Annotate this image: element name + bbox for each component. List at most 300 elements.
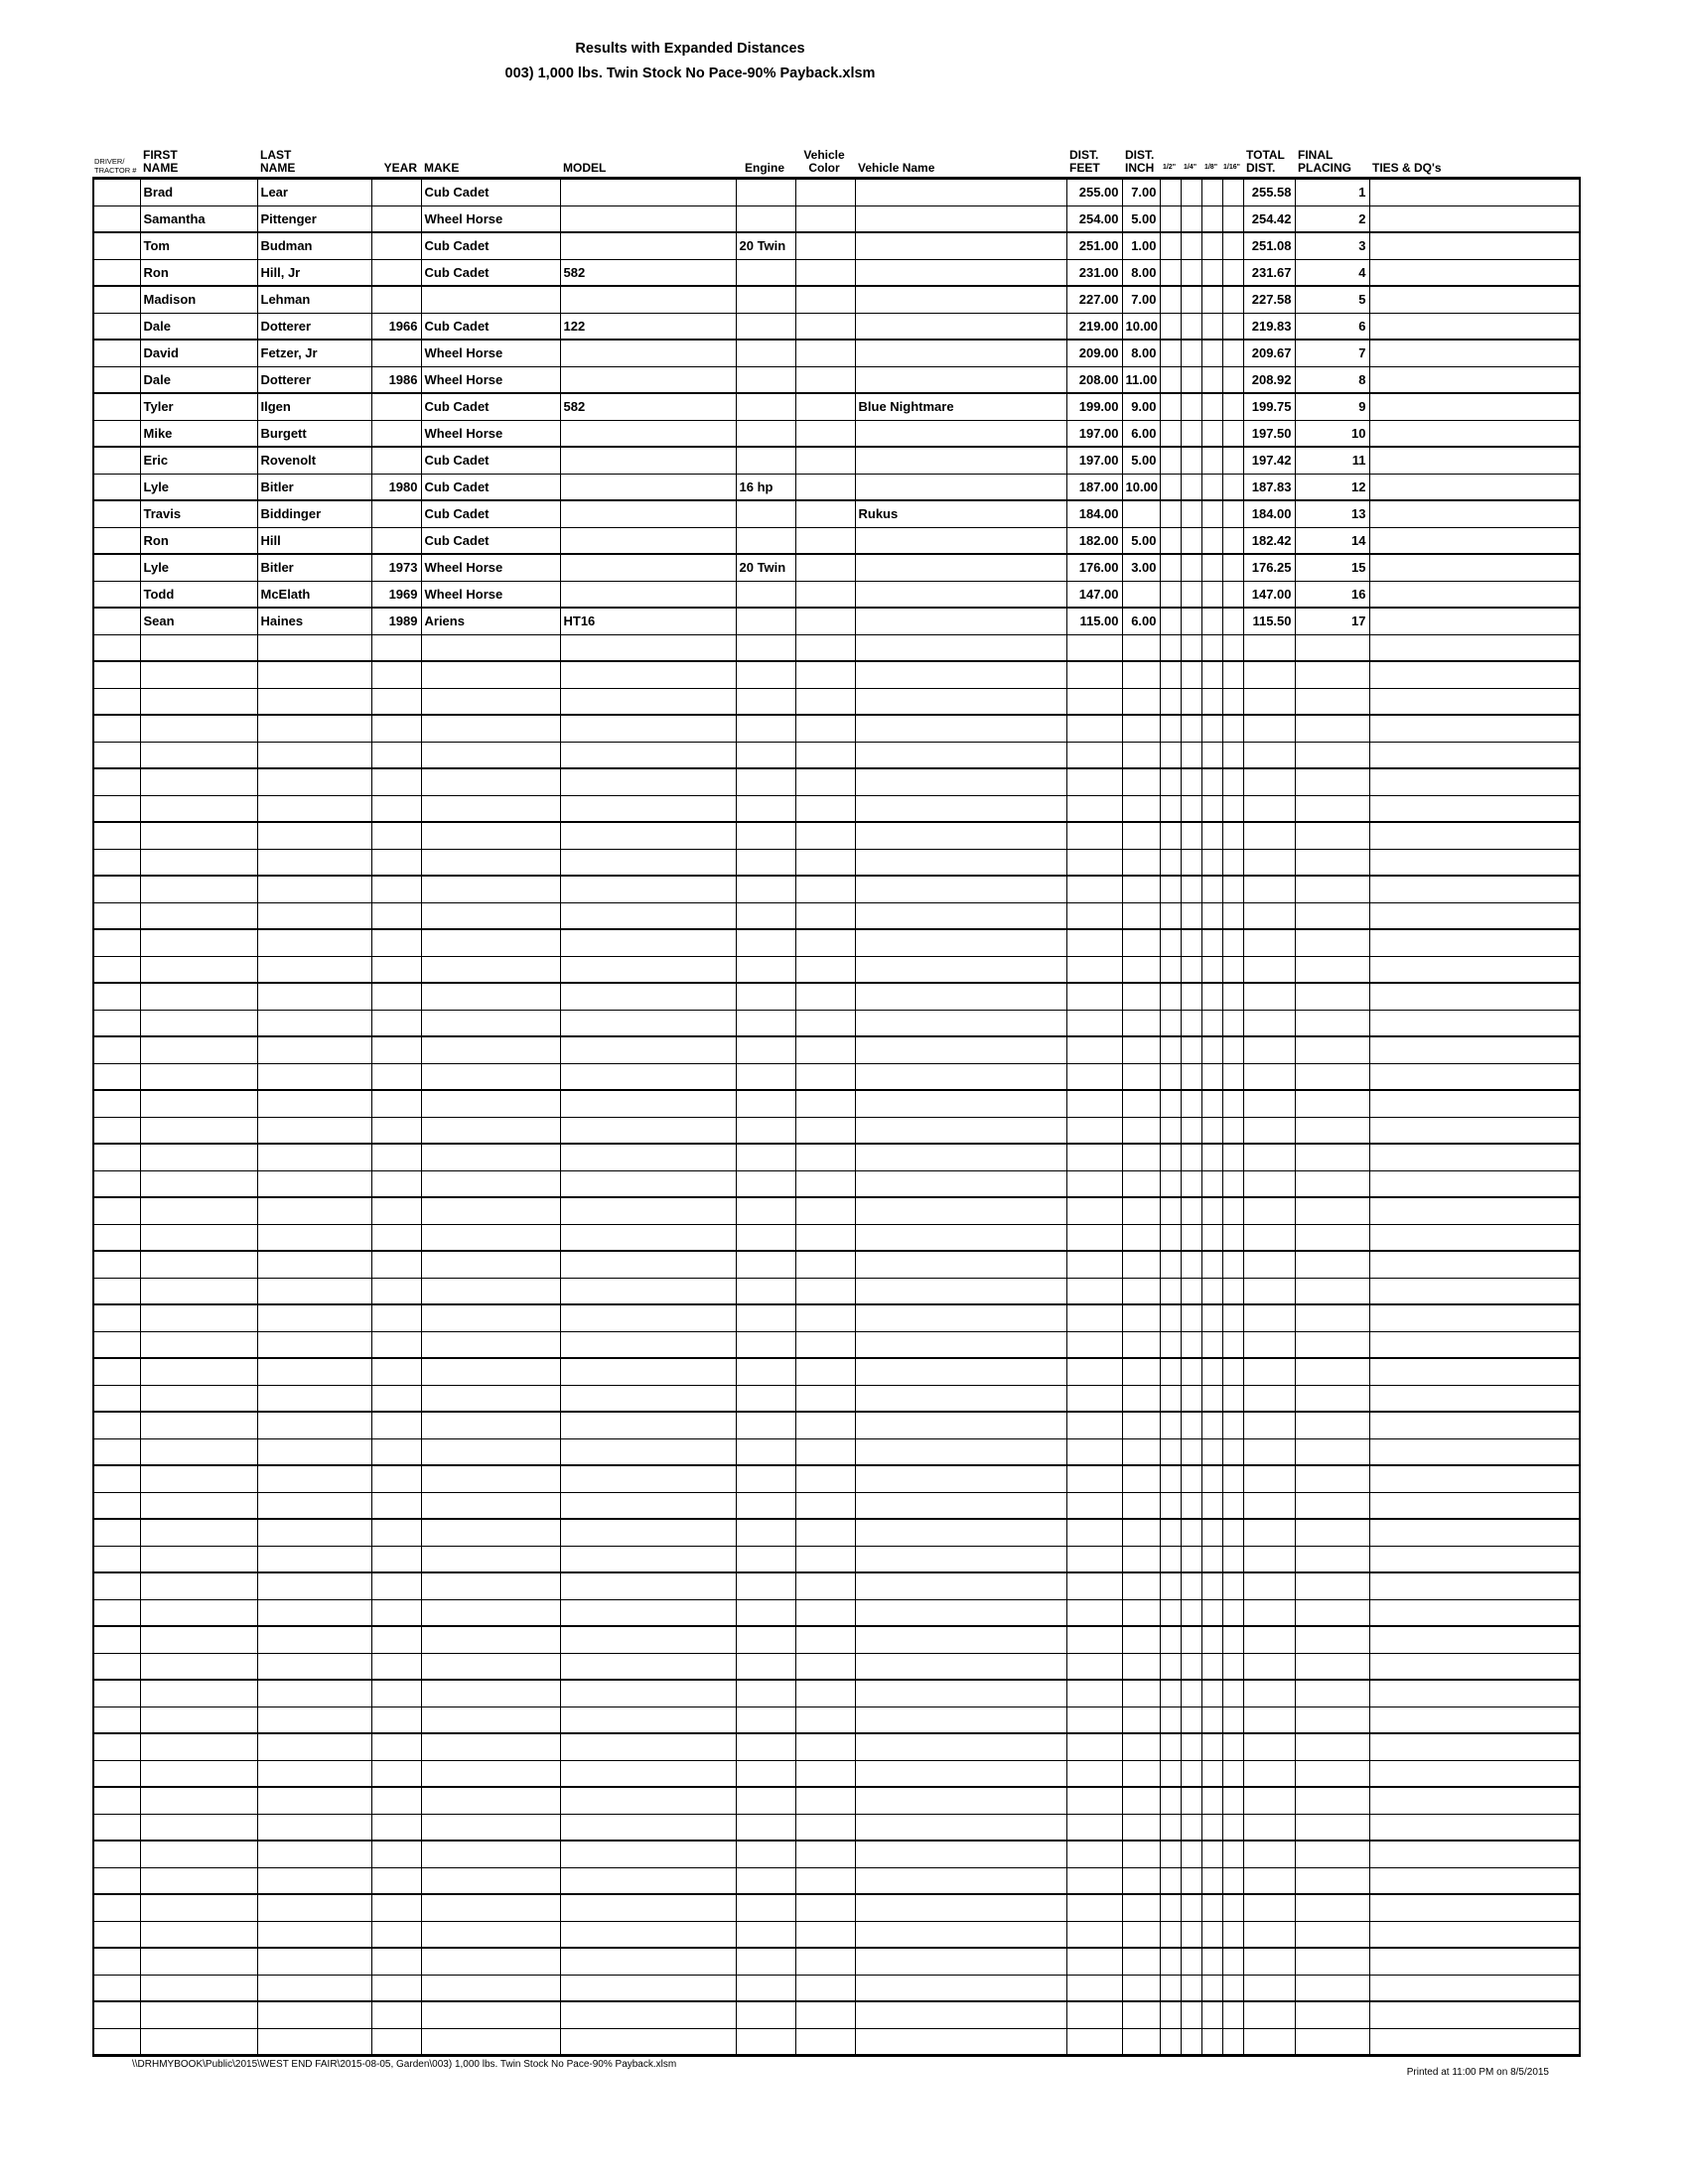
cell-last-name — [257, 1519, 371, 1546]
cell-sixteenth-inch — [1222, 1251, 1243, 1278]
cell-model — [560, 1546, 736, 1572]
cell-vehicle-color — [795, 795, 855, 822]
cell-total-dist: 115.50 — [1243, 608, 1295, 634]
cell-quarter-inch — [1181, 1438, 1201, 1465]
cell-dist-inch — [1122, 500, 1160, 527]
cell-eighth-inch — [1201, 1224, 1222, 1251]
cell-final-placing — [1295, 1519, 1369, 1546]
cell-final-placing — [1295, 1921, 1369, 1948]
cell-vehicle-color — [795, 1626, 855, 1653]
cell-engine — [736, 1385, 795, 1412]
cell-quarter-inch — [1181, 340, 1201, 366]
table-row — [93, 876, 1580, 902]
table-row — [93, 1894, 1580, 1921]
cell-sixteenth-inch — [1222, 1680, 1243, 1706]
cell-dist-feet — [1066, 1385, 1122, 1412]
cell-year — [371, 1304, 421, 1331]
cell-driver-tractor-number — [93, 1706, 140, 1733]
cell-make — [421, 634, 560, 661]
cell-dist-feet — [1066, 1787, 1122, 1814]
cell-engine — [736, 1412, 795, 1438]
cell-driver-tractor-number — [93, 2001, 140, 2028]
cell-ties-dqs — [1369, 2028, 1580, 2056]
cell-last-name — [257, 983, 371, 1010]
cell-sixteenth-inch — [1222, 1599, 1243, 1626]
cell-make — [421, 1599, 560, 1626]
cell-engine — [736, 742, 795, 768]
cell-driver-tractor-number — [93, 1412, 140, 1438]
cell-dist-inch — [1122, 1841, 1160, 1867]
cell-first-name — [140, 1894, 257, 1921]
cell-sixteenth-inch — [1222, 1358, 1243, 1385]
cell-vehicle-name — [855, 1680, 1066, 1706]
cell-first-name: Madison — [140, 286, 257, 313]
cell-year — [371, 1841, 421, 1867]
cell-eighth-inch — [1201, 1197, 1222, 1224]
cell-total-dist: 254.42 — [1243, 205, 1295, 232]
cell-quarter-inch — [1181, 768, 1201, 795]
cell-first-name — [140, 1492, 257, 1519]
cell-vehicle-color — [795, 849, 855, 876]
table-row — [93, 902, 1580, 929]
cell-make: Wheel Horse — [421, 420, 560, 447]
cell-eighth-inch — [1201, 1251, 1222, 1278]
cell-sixteenth-inch — [1222, 366, 1243, 393]
cell-half-inch — [1160, 1385, 1181, 1412]
cell-dist-feet — [1066, 1626, 1122, 1653]
cell-vehicle-color — [795, 447, 855, 474]
cell-driver-tractor-number — [93, 1680, 140, 1706]
table-row — [93, 393, 1580, 420]
cell-last-name: McElath — [257, 581, 371, 608]
cell-final-placing — [1295, 876, 1369, 902]
cell-quarter-inch — [1181, 1224, 1201, 1251]
cell-model — [560, 2001, 736, 2028]
cell-quarter-inch — [1181, 554, 1201, 581]
cell-total-dist — [1243, 1599, 1295, 1626]
cell-last-name — [257, 661, 371, 688]
cell-half-inch — [1160, 1599, 1181, 1626]
cell-quarter-inch — [1181, 1251, 1201, 1278]
cell-first-name — [140, 1626, 257, 1653]
cell-first-name: David — [140, 340, 257, 366]
cell-vehicle-name — [855, 768, 1066, 795]
cell-dist-feet — [1066, 1948, 1122, 1975]
cell-eighth-inch — [1201, 1278, 1222, 1304]
cell-driver-tractor-number — [93, 1197, 140, 1224]
cell-dist-feet — [1066, 1412, 1122, 1438]
cell-year — [371, 1572, 421, 1599]
cell-year — [371, 1251, 421, 1278]
cell-half-inch — [1160, 1867, 1181, 1894]
cell-make: Wheel Horse — [421, 581, 560, 608]
cell-ties-dqs — [1369, 179, 1580, 206]
cell-dist-inch: 6.00 — [1122, 420, 1160, 447]
cell-dist-inch — [1122, 742, 1160, 768]
cell-engine — [736, 1197, 795, 1224]
cell-last-name — [257, 715, 371, 742]
cell-quarter-inch — [1181, 205, 1201, 232]
cell-vehicle-color — [795, 366, 855, 393]
cell-sixteenth-inch — [1222, 393, 1243, 420]
cell-vehicle-color — [795, 1358, 855, 1385]
cell-year — [371, 2028, 421, 2056]
cell-dist-inch — [1122, 1278, 1160, 1304]
cell-engine — [736, 1358, 795, 1385]
cell-engine — [736, 1680, 795, 1706]
cell-sixteenth-inch — [1222, 1492, 1243, 1519]
cell-dist-feet — [1066, 795, 1122, 822]
cell-first-name — [140, 688, 257, 715]
cell-last-name — [257, 1706, 371, 1733]
cell-half-inch — [1160, 1680, 1181, 1706]
cell-last-name — [257, 742, 371, 768]
cell-last-name: Hill — [257, 527, 371, 554]
cell-final-placing: 4 — [1295, 259, 1369, 286]
cell-make — [421, 1975, 560, 2001]
cell-ties-dqs — [1369, 1090, 1580, 1117]
cell-last-name — [257, 1948, 371, 1975]
cell-eighth-inch — [1201, 1599, 1222, 1626]
cell-half-inch — [1160, 393, 1181, 420]
cell-engine — [736, 795, 795, 822]
cell-model — [560, 956, 736, 983]
table-row — [93, 1224, 1580, 1251]
cell-driver-tractor-number — [93, 795, 140, 822]
cell-dist-inch — [1122, 1304, 1160, 1331]
cell-quarter-inch — [1181, 1546, 1201, 1572]
cell-total-dist: 199.75 — [1243, 393, 1295, 420]
cell-vehicle-color — [795, 554, 855, 581]
cell-final-placing — [1295, 1117, 1369, 1144]
cell-year: 1989 — [371, 608, 421, 634]
cell-half-inch — [1160, 1358, 1181, 1385]
table-row — [93, 1760, 1580, 1787]
cell-year — [371, 420, 421, 447]
cell-sixteenth-inch — [1222, 608, 1243, 634]
results-table — [92, 133, 1579, 2057]
cell-half-inch — [1160, 1144, 1181, 1170]
cell-ties-dqs — [1369, 232, 1580, 259]
cell-quarter-inch — [1181, 742, 1201, 768]
cell-half-inch — [1160, 1546, 1181, 1572]
cell-vehicle-color — [795, 929, 855, 956]
cell-dist-feet — [1066, 1197, 1122, 1224]
cell-make: Cub Cadet — [421, 232, 560, 259]
cell-final-placing — [1295, 849, 1369, 876]
cell-make — [421, 1197, 560, 1224]
cell-dist-feet: 199.00 — [1066, 393, 1122, 420]
cell-last-name: Bitler — [257, 474, 371, 500]
cell-vehicle-name — [855, 1814, 1066, 1841]
cell-eighth-inch — [1201, 1010, 1222, 1036]
cell-final-placing — [1295, 1170, 1369, 1197]
cell-last-name: Rovenolt — [257, 447, 371, 474]
cell-model — [560, 822, 736, 849]
cell-sixteenth-inch — [1222, 1036, 1243, 1063]
cell-make — [421, 661, 560, 688]
cell-dist-feet: 231.00 — [1066, 259, 1122, 286]
cell-make — [421, 1036, 560, 1063]
cell-quarter-inch — [1181, 500, 1201, 527]
cell-first-name: Todd — [140, 581, 257, 608]
cell-sixteenth-inch — [1222, 1224, 1243, 1251]
cell-quarter-inch — [1181, 715, 1201, 742]
cell-ties-dqs — [1369, 1170, 1580, 1197]
cell-final-placing — [1295, 1036, 1369, 1063]
cell-sixteenth-inch — [1222, 232, 1243, 259]
cell-sixteenth-inch — [1222, 849, 1243, 876]
cell-driver-tractor-number — [93, 956, 140, 983]
cell-driver-tractor-number — [93, 1787, 140, 1814]
cell-total-dist — [1243, 822, 1295, 849]
cell-vehicle-color — [795, 420, 855, 447]
cell-make: Cub Cadet — [421, 393, 560, 420]
cell-half-inch — [1160, 634, 1181, 661]
cell-sixteenth-inch — [1222, 1063, 1243, 1090]
cell-eighth-inch — [1201, 1814, 1222, 1841]
cell-year — [371, 1385, 421, 1412]
cell-first-name — [140, 1144, 257, 1170]
cell-dist-feet — [1066, 1546, 1122, 1572]
cell-year — [371, 259, 421, 286]
cell-driver-tractor-number — [93, 715, 140, 742]
cell-half-inch — [1160, 688, 1181, 715]
cell-half-inch — [1160, 340, 1181, 366]
table-row — [93, 527, 1580, 554]
cell-ties-dqs — [1369, 634, 1580, 661]
table-row — [93, 1063, 1580, 1090]
cell-vehicle-color — [795, 1599, 855, 1626]
cell-eighth-inch — [1201, 1948, 1222, 1975]
cell-engine — [736, 1841, 795, 1867]
cell-ties-dqs — [1369, 1519, 1580, 1546]
cell-driver-tractor-number — [93, 1814, 140, 1841]
cell-sixteenth-inch — [1222, 286, 1243, 313]
cell-year — [371, 1921, 421, 1948]
cell-dist-inch — [1122, 1948, 1160, 1975]
cell-final-placing — [1295, 1358, 1369, 1385]
table-row — [93, 1117, 1580, 1144]
cell-quarter-inch — [1181, 1385, 1201, 1412]
cell-total-dist — [1243, 688, 1295, 715]
cell-dist-inch — [1122, 1921, 1160, 1948]
cell-last-name — [257, 1090, 371, 1117]
cell-sixteenth-inch — [1222, 1948, 1243, 1975]
page-subtitle: 003) 1,000 lbs. Twin Stock No Pace-90% Payback.xlsm — [504, 65, 876, 81]
cell-first-name — [140, 1572, 257, 1599]
cell-year — [371, 1653, 421, 1680]
cell-total-dist — [1243, 1331, 1295, 1358]
cell-dist-feet: 176.00 — [1066, 554, 1122, 581]
header-driver-tractor: DRIVER/ TRACTOR # — [94, 157, 137, 175]
cell-sixteenth-inch — [1222, 1197, 1243, 1224]
cell-ties-dqs — [1369, 1278, 1580, 1304]
table-row — [93, 554, 1580, 581]
cell-half-inch — [1160, 983, 1181, 1010]
cell-year — [371, 956, 421, 983]
cell-dist-feet — [1066, 1331, 1122, 1358]
cell-vehicle-name — [855, 1894, 1066, 1921]
cell-quarter-inch — [1181, 447, 1201, 474]
table-row — [93, 1090, 1580, 1117]
table-row — [93, 1412, 1580, 1438]
cell-ties-dqs — [1369, 1680, 1580, 1706]
cell-total-dist: 231.67 — [1243, 259, 1295, 286]
cell-final-placing — [1295, 661, 1369, 688]
cell-year — [371, 688, 421, 715]
cell-ties-dqs — [1369, 1063, 1580, 1090]
cell-final-placing — [1295, 1412, 1369, 1438]
cell-year — [371, 1760, 421, 1787]
cell-dist-inch — [1122, 1546, 1160, 1572]
cell-vehicle-color — [795, 500, 855, 527]
cell-driver-tractor-number — [93, 554, 140, 581]
cell-eighth-inch — [1201, 795, 1222, 822]
cell-eighth-inch — [1201, 1546, 1222, 1572]
cell-final-placing: 12 — [1295, 474, 1369, 500]
cell-vehicle-name — [855, 1787, 1066, 1814]
cell-eighth-inch — [1201, 1063, 1222, 1090]
cell-last-name — [257, 849, 371, 876]
cell-vehicle-name — [855, 1975, 1066, 2001]
cell-vehicle-name — [855, 1465, 1066, 1492]
cell-dist-inch — [1122, 822, 1160, 849]
cell-quarter-inch — [1181, 2001, 1201, 2028]
cell-dist-feet: 115.00 — [1066, 608, 1122, 634]
cell-first-name: Dale — [140, 366, 257, 393]
cell-driver-tractor-number — [93, 179, 140, 206]
cell-quarter-inch — [1181, 259, 1201, 286]
cell-last-name: Pittenger — [257, 205, 371, 232]
cell-dist-feet — [1066, 661, 1122, 688]
table-row — [93, 2028, 1580, 2056]
cell-dist-feet — [1066, 929, 1122, 956]
cell-driver-tractor-number — [93, 1626, 140, 1653]
cell-quarter-inch — [1181, 1144, 1201, 1170]
cell-year — [371, 634, 421, 661]
cell-ties-dqs — [1369, 366, 1580, 393]
cell-last-name — [257, 1680, 371, 1706]
cell-final-placing: 2 — [1295, 205, 1369, 232]
table-row — [93, 1975, 1580, 2001]
cell-eighth-inch — [1201, 1144, 1222, 1170]
cell-sixteenth-inch — [1222, 634, 1243, 661]
cell-vehicle-name — [855, 1144, 1066, 1170]
cell-eighth-inch — [1201, 983, 1222, 1010]
cell-quarter-inch — [1181, 1331, 1201, 1358]
cell-ties-dqs — [1369, 581, 1580, 608]
cell-sixteenth-inch — [1222, 1304, 1243, 1331]
cell-make: Cub Cadet — [421, 527, 560, 554]
cell-make — [421, 1680, 560, 1706]
cell-half-inch — [1160, 1492, 1181, 1519]
cell-year — [371, 1680, 421, 1706]
table-row — [93, 1680, 1580, 1706]
cell-vehicle-color — [795, 1680, 855, 1706]
cell-first-name — [140, 795, 257, 822]
cell-sixteenth-inch — [1222, 1385, 1243, 1412]
cell-final-placing — [1295, 1304, 1369, 1331]
cell-year — [371, 1814, 421, 1841]
cell-first-name — [140, 1412, 257, 1438]
cell-eighth-inch — [1201, 1760, 1222, 1787]
cell-model — [560, 849, 736, 876]
cell-make — [421, 1010, 560, 1036]
cell-engine — [736, 1948, 795, 1975]
header-vehicle-name: Vehicle Name — [858, 161, 935, 175]
header-eighth-inch: 1/8" — [1203, 164, 1218, 171]
cell-vehicle-name — [855, 232, 1066, 259]
cell-last-name: Bitler — [257, 554, 371, 581]
cell-last-name — [257, 2001, 371, 2028]
cell-final-placing — [1295, 1465, 1369, 1492]
cell-model — [560, 340, 736, 366]
cell-engine — [736, 1814, 795, 1841]
cell-total-dist — [1243, 795, 1295, 822]
cell-engine — [736, 1278, 795, 1304]
cell-total-dist — [1243, 1385, 1295, 1412]
cell-year — [371, 849, 421, 876]
cell-ties-dqs — [1369, 286, 1580, 313]
table-row — [93, 581, 1580, 608]
cell-first-name — [140, 2001, 257, 2028]
cell-half-inch — [1160, 447, 1181, 474]
cell-vehicle-color — [795, 2028, 855, 2056]
cell-year — [371, 902, 421, 929]
cell-year — [371, 1117, 421, 1144]
cell-first-name — [140, 1814, 257, 1841]
printed-timestamp: Printed at 11:00 PM on 8/5/2015 — [1406, 2067, 1549, 2078]
cell-vehicle-color — [795, 313, 855, 340]
header-half-inch: 1/2" — [1162, 164, 1177, 171]
table-row — [93, 1385, 1580, 1412]
cell-half-inch — [1160, 1841, 1181, 1867]
cell-ties-dqs — [1369, 1787, 1580, 1814]
cell-half-inch — [1160, 474, 1181, 500]
cell-last-name — [257, 1331, 371, 1358]
cell-vehicle-name — [855, 742, 1066, 768]
cell-vehicle-name — [855, 366, 1066, 393]
cell-engine — [736, 1572, 795, 1599]
cell-make — [421, 1841, 560, 1867]
cell-half-inch — [1160, 768, 1181, 795]
cell-sixteenth-inch — [1222, 581, 1243, 608]
cell-quarter-inch — [1181, 2028, 1201, 2056]
cell-last-name — [257, 1117, 371, 1144]
cell-driver-tractor-number — [93, 822, 140, 849]
cell-first-name — [140, 1224, 257, 1251]
cell-make — [421, 1304, 560, 1331]
cell-vehicle-name — [855, 1921, 1066, 1948]
cell-vehicle-name — [855, 1117, 1066, 1144]
table-row — [93, 286, 1580, 313]
cell-driver-tractor-number — [93, 1653, 140, 1680]
header-sixteenth-inch: 1/16" — [1223, 164, 1240, 171]
cell-driver-tractor-number — [93, 1278, 140, 1304]
cell-quarter-inch — [1181, 366, 1201, 393]
cell-eighth-inch — [1201, 1492, 1222, 1519]
cell-vehicle-color — [795, 1841, 855, 1867]
cell-driver-tractor-number — [93, 1063, 140, 1090]
cell-model — [560, 286, 736, 313]
cell-dist-feet — [1066, 849, 1122, 876]
cell-dist-feet — [1066, 715, 1122, 742]
cell-ties-dqs — [1369, 1438, 1580, 1465]
cell-quarter-inch — [1181, 1841, 1201, 1867]
cell-year — [371, 1036, 421, 1063]
cell-sixteenth-inch — [1222, 1706, 1243, 1733]
